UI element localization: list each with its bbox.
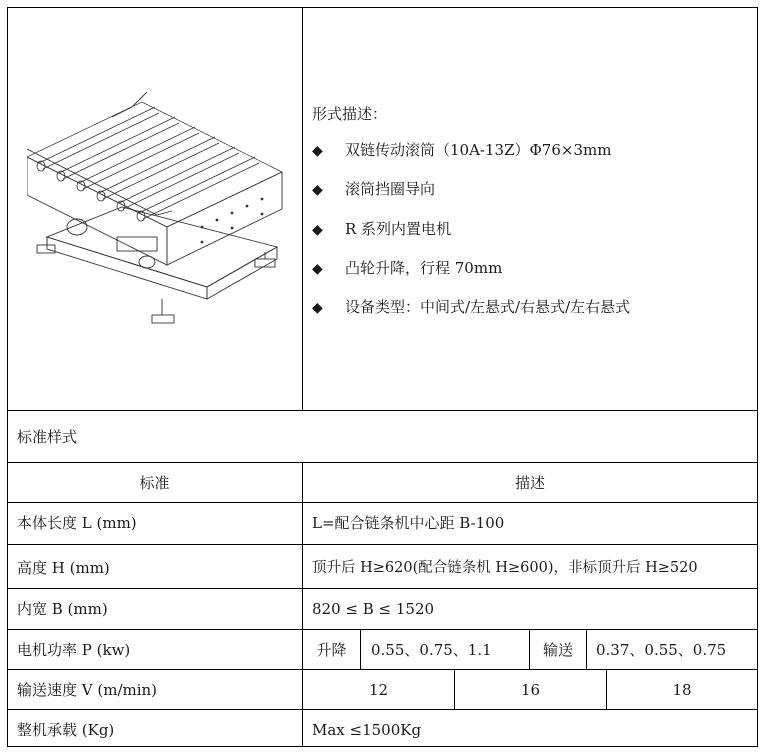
speed-value: 12	[368, 681, 389, 699]
list-item	[312, 258, 630, 278]
border-bottom	[7, 746, 758, 747]
header-standard: 标准	[139, 474, 170, 492]
divider-image-desc	[302, 7, 303, 411]
list-item	[312, 140, 630, 160]
speed-value: 16	[520, 681, 541, 699]
row-value-width: 820 ≤ B ≤ 1520	[312, 600, 435, 618]
list-item-text: 双链传动滚筒（10A-13Z）Φ76×3mm	[345, 141, 612, 159]
row-value-load: Max ≤1500Kg	[312, 721, 422, 739]
list-item	[312, 297, 630, 317]
divider-header	[7, 502, 758, 503]
divider-power-1	[360, 629, 361, 670]
border-left	[7, 7, 8, 747]
divider-row-2	[7, 588, 758, 589]
description-block	[312, 103, 630, 336]
row-value-length: L=配合链条机中心距 B-100	[312, 514, 505, 532]
divider-row-1	[7, 544, 758, 545]
row-label-speed: 输送速度 V (m/min)	[17, 681, 158, 699]
roller-conveyor-drawing-icon	[27, 87, 287, 336]
diamond-bullet-icon: ◆	[312, 182, 323, 199]
divider-top-block	[7, 410, 758, 411]
diamond-bullet-icon: ◆	[312, 300, 323, 317]
border-right	[757, 7, 758, 747]
row-value-height: 顶升后 H≥620(配合链条机 H≥600)，非标顶升后 H≥520	[312, 560, 698, 576]
list-item-text: 滚筒挡圈导向	[345, 180, 436, 199]
diamond-bullet-icon: ◆	[312, 143, 323, 159]
row-label-length: 本体长度 L (mm)	[17, 514, 137, 532]
spec-sheet	[7, 7, 758, 747]
power-convey-label: 输送	[542, 641, 573, 659]
power-convey-values: 0.37、0.55、0.75	[596, 641, 727, 659]
list-item-text: 凸轮升降，行程 70mm	[345, 258, 503, 277]
divider-section-title	[7, 462, 758, 463]
divider-power-3	[586, 629, 587, 670]
power-lift-label: 升降	[316, 641, 347, 659]
row-label-width: 内宽 B (mm)	[17, 600, 108, 618]
row-label-load: 整机承载 (Kg)	[17, 721, 115, 739]
list-item-text: 设备类型：中间式/左悬式/右悬式/左右悬式	[345, 298, 631, 317]
list-item	[312, 219, 630, 239]
diamond-bullet-icon: ◆	[312, 260, 323, 277]
divider-row-3	[7, 629, 758, 630]
list-item-text: R 系列内置电机	[345, 219, 452, 238]
divider-row-5	[7, 709, 758, 710]
divider-columns	[302, 462, 303, 747]
diamond-bullet-icon: ◆	[312, 221, 323, 238]
power-lift-values: 0.55、0.75、1.1	[371, 641, 492, 659]
header-description: 描述	[514, 474, 545, 492]
description-title: 形式描述：	[312, 105, 388, 123]
description-list	[312, 140, 630, 317]
list-item	[312, 179, 630, 199]
row-label-power: 电机功率 P (kw)	[17, 641, 131, 659]
row-label-height: 高度 H (mm)	[17, 559, 110, 577]
divider-row-4	[7, 669, 758, 670]
speed-value: 18	[672, 681, 692, 699]
section-title: 标准样式	[17, 428, 78, 446]
border-top	[7, 7, 758, 8]
